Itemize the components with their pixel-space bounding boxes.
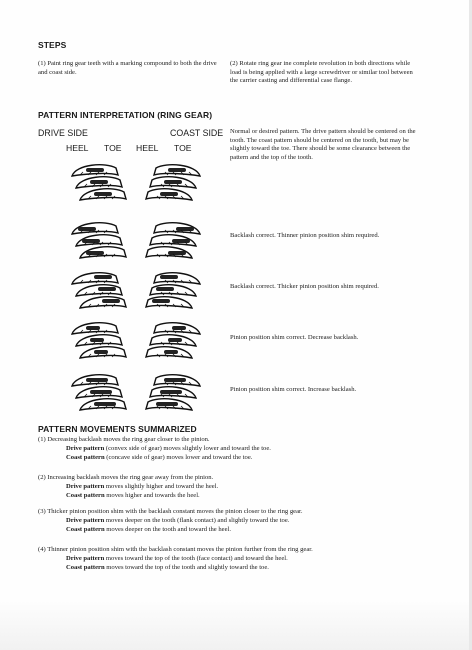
contact-pattern-mark [168, 168, 186, 172]
contact-pattern-mark [90, 390, 112, 394]
drive-pattern-label: Drive pattern [66, 444, 105, 452]
contact-pattern-mark [94, 275, 112, 279]
page-bottom-shade [0, 600, 472, 650]
contact-pattern-mark [168, 251, 186, 255]
movement-3-drive-text: moves deeper on the tooth (flank contact) and slightly toward the toe. [104, 516, 290, 524]
movement-2-coast-text: moves higher and towards the heel. [104, 491, 200, 499]
movement-4-coast-text: moves toward the top of the tooth and slightly toward the toe. [104, 563, 269, 571]
drive-gear-row-1-icon [66, 160, 130, 208]
movement-3-coast [38, 526, 398, 535]
movement-3-coast-text: moves deeper on the tooth and toward the heel. [104, 525, 231, 533]
contact-pattern-mark [82, 239, 100, 243]
row-1-description: Normal or desired pattern. The drive pattern should be centered on the tooth. The coast pattern should be centered on the tooth, but may be slightly toward the toe. There should be some clearance between the pattern and the top of the tooth. [230, 128, 416, 161]
movement-3-drive [38, 517, 398, 526]
drive-gear-row-3-icon [66, 268, 130, 316]
contact-pattern-mark [172, 239, 190, 243]
drive-pattern-label: Drive pattern [66, 482, 105, 490]
heel-label-coast: HEEL [136, 143, 159, 153]
contact-pattern-mark [86, 168, 104, 172]
toe-label-coast: TOE [174, 143, 192, 153]
row-2-description: Backlash correct. Thinner pinion position shim required. [230, 232, 380, 239]
movement-1-drive [38, 445, 398, 454]
contact-pattern-mark [86, 251, 104, 255]
contact-pattern-mark [94, 350, 108, 354]
contact-pattern-mark [168, 338, 182, 342]
contact-pattern-mark [160, 275, 178, 279]
contact-pattern-mark [160, 192, 178, 196]
contact-pattern-mark [156, 287, 174, 291]
contact-pattern-mark [176, 227, 194, 231]
coast-gear-row-4-icon [142, 318, 206, 366]
coast-gear-row-1-icon [142, 160, 206, 208]
contact-pattern-mark [160, 390, 182, 394]
step-1-text: (1) Paint ring gear teeth with a marking compound to both the drive and coast side. [38, 60, 217, 76]
row-4-description: Pinion position shim correct. Decrease backlash. [230, 334, 359, 341]
contact-pattern-mark [86, 378, 108, 382]
movement-2-coast [38, 492, 398, 501]
contact-pattern-mark [172, 326, 186, 330]
drive-gear-row-4-icon [66, 318, 130, 366]
coast-gear-row-2-icon [142, 218, 206, 266]
coast-pattern-label: Coast pattern [66, 491, 105, 499]
movement-4-coast [38, 564, 398, 573]
contact-pattern-mark [164, 378, 186, 382]
toe-label-drive: TOE [104, 143, 122, 153]
contact-pattern-mark [152, 299, 170, 303]
movement-2-drive-text: moves slightly higher and toward the heel. [104, 482, 219, 490]
step-2-text: (2) Rotate ring gear ine complete revolution in both directions while load is being applied with a large screwdriver or similar tool between the carrier casting and differential case flange. [230, 60, 413, 85]
contact-pattern-mark [94, 192, 112, 196]
movement-4-drive [38, 555, 398, 564]
contact-pattern-mark [156, 402, 178, 406]
movement-4-main: (4) Thinner pinion position shim with the backlash constant moves the pinion further from the ring gear. [38, 546, 313, 553]
drive-gear-row-5-icon [66, 370, 130, 418]
drive-gear-row-2-icon [66, 218, 130, 266]
movement-1-drive-text: (convex side of gear) moves slightly lower and toward the toe. [104, 444, 271, 452]
row-3-description: Backlash correct. Thicker pinion position shim required. [230, 283, 379, 290]
movement-1-coast-text: (concave side of gear) moves lower and toward the toe. [104, 453, 253, 461]
contact-pattern-mark [90, 180, 108, 184]
movement-3-main: (3) Thicker pinion position shim with the backlash constant moves the pinion closer to the ring gear. [38, 508, 303, 515]
coast-pattern-label: Coast pattern [66, 563, 105, 571]
contact-pattern-mark [164, 180, 182, 184]
movement-1-coast [38, 454, 398, 463]
coast-gear-row-3-icon [142, 268, 206, 316]
coast-pattern-label: Coast pattern [66, 525, 105, 533]
drive-pattern-label: Drive pattern [66, 554, 105, 562]
drive-side-label: DRIVE SIDE [38, 128, 88, 138]
coast-gear-row-5-icon [142, 370, 206, 418]
movement-3 [38, 508, 398, 534]
coast-pattern-label: Coast pattern [66, 453, 105, 461]
coast-side-label: COAST SIDE [170, 128, 224, 138]
movement-2 [38, 474, 398, 500]
movement-4-drive-text: moves toward the top of the tooth (face contact) and toward the heel. [104, 554, 288, 562]
contact-pattern-mark [94, 402, 116, 406]
contact-pattern-mark [86, 326, 100, 330]
contact-pattern-mark [102, 299, 120, 303]
heel-label-drive: HEEL [66, 143, 89, 153]
movement-2-drive [38, 483, 398, 492]
contact-pattern-mark [164, 350, 178, 354]
movement-4 [38, 546, 398, 572]
contact-pattern-mark [90, 338, 104, 342]
contact-pattern-mark [78, 227, 96, 231]
row-5-description: Pinion position shim correct. Increase backlash. [230, 386, 357, 393]
pattern-movements-heading: PATTERN MOVEMENTS SUMMARIZED [38, 424, 197, 434]
movement-1 [38, 436, 398, 462]
movement-1-main: (1) Decreasing backlash moves the ring gear closer to the pinion. [38, 436, 210, 443]
steps-heading: STEPS [38, 40, 67, 50]
drive-pattern-label: Drive pattern [66, 516, 105, 524]
contact-pattern-mark [98, 287, 116, 291]
pattern-interpretation-heading: PATTERN INTERPRETATION (RING GEAR) [38, 110, 213, 120]
movement-2-main: (2) Increasing backlash moves the ring gear away from the pinion. [38, 474, 214, 481]
